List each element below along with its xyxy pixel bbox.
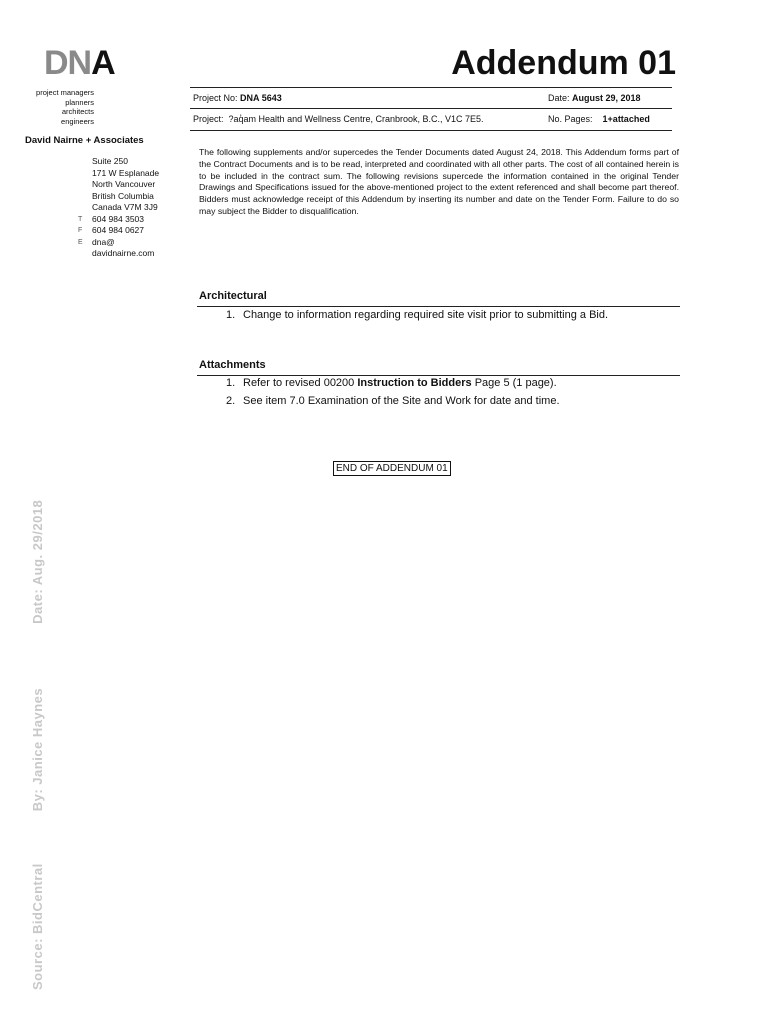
watermark-author: By: Janice Haynes xyxy=(30,687,45,812)
divider xyxy=(190,130,672,131)
phone-line: T 604 984 3503 xyxy=(78,213,144,224)
address-line: 171 W Esplanade xyxy=(92,167,160,178)
website-line: davidnairne.com xyxy=(92,248,155,258)
list-item: 1. Refer to revised 00200 Instruction to Bidders Page 5 (1 page). xyxy=(226,377,557,389)
address-line: North Vancouver xyxy=(92,179,156,189)
list-item: 2. See item 7.0 Examination of the Site and Work for date and time. xyxy=(226,395,560,407)
address-line: Canada V7M 3J9 xyxy=(92,202,158,212)
addendum-date: Date: August 29, 2018 xyxy=(548,93,641,103)
watermark-source: Source: BidCentral xyxy=(30,863,45,990)
dna-logo: DNA xyxy=(44,44,115,82)
divider xyxy=(197,306,680,307)
company-roles xyxy=(30,88,94,126)
intro-paragraph: The following supplements and/or supercedes the Tender Documents dated August 24, 2018. This Addendum forms part of the Contract Documents and is to be read, interpreted and coordinated with all other parts. The cost of all contained herein is to be included in the contract sum. The following revisions supercede the information contained in the original Tender Drawings and Specifications issued for the above-mentioned project to the extent referenced and shall become part thereof. Bidders must acknowledge receipt of this Addendum by inserting its number and date on the Tender Form. Failure to do so may subject the Bidder to disqualification. xyxy=(199,147,679,216)
divider xyxy=(190,108,672,109)
role-line: project managers xyxy=(36,88,94,97)
architectural-heading: Architectural xyxy=(199,290,267,302)
page-title: Addendum 01 xyxy=(451,44,676,82)
watermark-date: Date: Aug. 29/2018 xyxy=(30,499,45,624)
project-number: Project No: DNA 5643 xyxy=(193,93,282,103)
role-line: engineers xyxy=(61,116,94,126)
fax-line: F 604 984 0627 xyxy=(78,225,144,235)
source-watermark xyxy=(30,500,45,990)
attachments-heading: Attachments xyxy=(199,359,266,371)
company-address xyxy=(78,156,159,260)
page-count: No. Pages: 1+attached xyxy=(548,114,650,124)
company-name: David Nairne + Associates xyxy=(25,135,144,146)
address-line: Suite 250 xyxy=(92,156,128,166)
project-name: Project: ?aq̓am Health and Wellness Centre, Cranbrook, B.C., V1C 7E5. xyxy=(193,114,484,124)
divider xyxy=(190,87,672,88)
divider xyxy=(197,375,680,376)
email-line: E dna@ xyxy=(78,236,115,247)
address-line: British Columbia xyxy=(92,190,154,201)
end-of-addendum: END OF ADDENDUM 01 xyxy=(333,461,451,476)
role-line: architects xyxy=(61,107,94,116)
role-line: planners xyxy=(65,97,94,107)
list-item: 1. Change to information regarding required site visit prior to submitting a Bid. xyxy=(226,309,609,321)
